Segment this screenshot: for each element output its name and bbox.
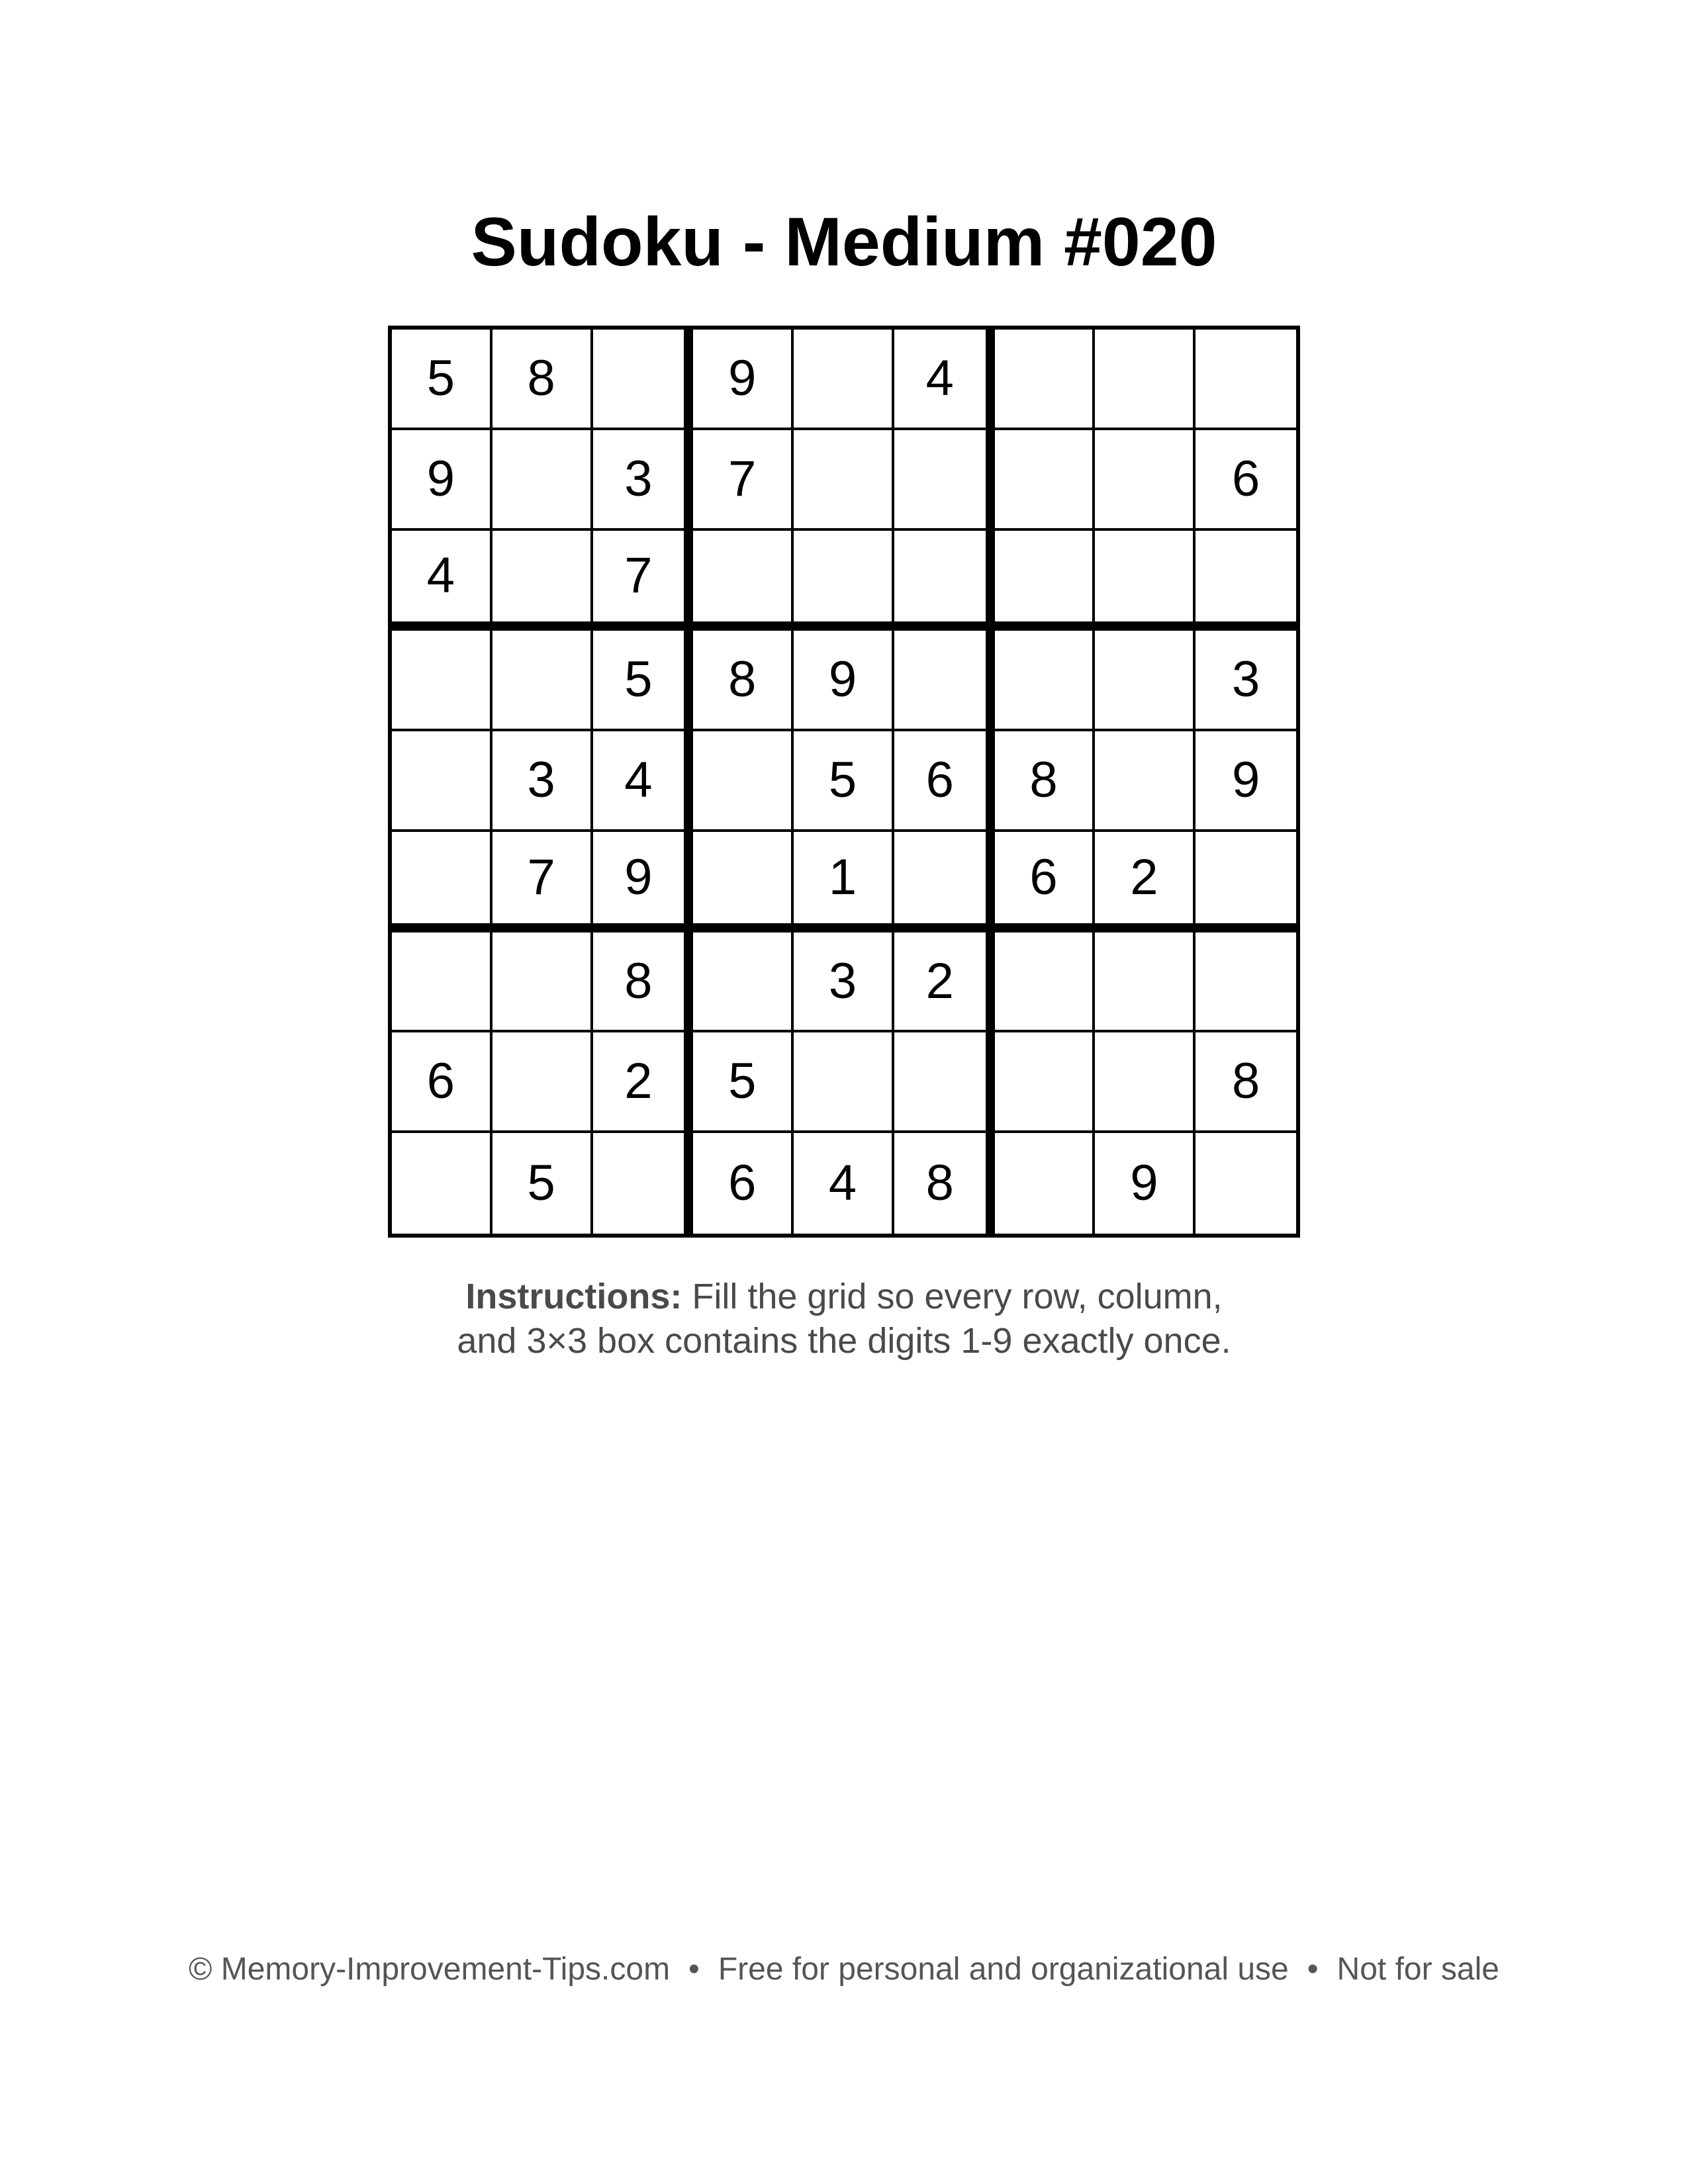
sudoku-cell[interactable] xyxy=(492,430,593,531)
sudoku-cell[interactable] xyxy=(1196,330,1296,430)
sudoku-cell[interactable] xyxy=(492,933,593,1033)
sudoku-cell: 4 xyxy=(794,1133,894,1234)
sudoku-cell: 2 xyxy=(593,1032,694,1133)
sudoku-cell: 7 xyxy=(492,832,593,933)
sudoku-cell[interactable] xyxy=(392,832,492,933)
instructions-line-1 xyxy=(0,1275,1688,1319)
sudoku-cell: 1 xyxy=(794,832,894,933)
sudoku-cell: 9 xyxy=(693,330,794,430)
sudoku-cell[interactable] xyxy=(995,430,1096,531)
sudoku-cell[interactable] xyxy=(392,731,492,832)
sudoku-grid xyxy=(388,326,1300,1238)
sudoku-cell[interactable] xyxy=(1095,430,1196,531)
sudoku-cell: 5 xyxy=(492,1133,593,1234)
sudoku-cell: 3 xyxy=(1196,631,1296,731)
sudoku-cell[interactable] xyxy=(1095,933,1196,1033)
footer-separator: • xyxy=(688,1952,700,1987)
sudoku-cell: 6 xyxy=(392,1032,492,1133)
sudoku-cell: 9 xyxy=(1095,1133,1196,1234)
sudoku-cell: 9 xyxy=(392,430,492,531)
footer xyxy=(0,1950,1688,1989)
instructions-line-2: and 3×3 box contains the digits 1-9 exactly once. xyxy=(457,1321,1231,1361)
sudoku-cell: 9 xyxy=(593,832,694,933)
sudoku-cell[interactable] xyxy=(492,1032,593,1133)
sudoku-cell[interactable] xyxy=(392,631,492,731)
sudoku-cell: 8 xyxy=(693,631,794,731)
sudoku-cell[interactable] xyxy=(794,330,894,430)
sudoku-cell[interactable] xyxy=(1095,1032,1196,1133)
sudoku-cell[interactable] xyxy=(693,531,794,631)
sudoku-cell: 8 xyxy=(492,330,593,430)
sudoku-cell[interactable] xyxy=(794,430,894,531)
sudoku-cell[interactable] xyxy=(1095,330,1196,430)
sudoku-cell[interactable] xyxy=(995,1032,1096,1133)
sudoku-cell: 5 xyxy=(392,330,492,430)
sudoku-cell[interactable] xyxy=(1196,832,1296,933)
sudoku-cell: 7 xyxy=(693,430,794,531)
sudoku-cell: 7 xyxy=(593,531,694,631)
sudoku-cell: 6 xyxy=(894,731,995,832)
sudoku-cell: 8 xyxy=(995,731,1096,832)
sudoku-cell[interactable] xyxy=(1196,531,1296,631)
sudoku-cell[interactable] xyxy=(995,330,1096,430)
sudoku-cell[interactable] xyxy=(894,531,995,631)
sudoku-cell[interactable] xyxy=(894,1032,995,1133)
sudoku-cell[interactable] xyxy=(894,430,995,531)
instructions-text-1: Fill the grid so every row, column, xyxy=(692,1277,1223,1316)
sudoku-cell: 6 xyxy=(1196,430,1296,531)
footer-sale: Not for sale xyxy=(1336,1952,1499,1987)
sudoku-cell[interactable] xyxy=(392,1133,492,1234)
sudoku-cell[interactable] xyxy=(492,531,593,631)
page-title: Sudoku - Medium #020 xyxy=(471,204,1217,281)
sudoku-cell: 9 xyxy=(794,631,894,731)
sudoku-cell[interactable] xyxy=(794,1032,894,1133)
sudoku-cell[interactable] xyxy=(1095,531,1196,631)
sudoku-cell: 8 xyxy=(1196,1032,1296,1133)
sudoku-cell: 4 xyxy=(392,531,492,631)
sudoku-cell[interactable] xyxy=(1196,1133,1296,1234)
sudoku-cell[interactable] xyxy=(894,631,995,731)
sudoku-cell[interactable] xyxy=(995,531,1096,631)
sudoku-cell: 5 xyxy=(794,731,894,832)
sudoku-cell[interactable] xyxy=(1196,933,1296,1033)
sudoku-cell[interactable] xyxy=(593,330,694,430)
sudoku-cell[interactable] xyxy=(392,933,492,1033)
instructions-label: Instructions: xyxy=(465,1277,682,1316)
footer-usage: Free for personal and organizational use xyxy=(718,1952,1289,1987)
sudoku-cell: 4 xyxy=(894,330,995,430)
footer-copyright: © Memory-Improvement-Tips.com xyxy=(189,1952,671,1987)
footer-separator: • xyxy=(1307,1952,1319,1987)
sudoku-cell[interactable] xyxy=(693,933,794,1033)
sudoku-cell: 6 xyxy=(693,1133,794,1234)
sudoku-cell: 4 xyxy=(593,731,694,832)
sudoku-cell[interactable] xyxy=(1095,631,1196,731)
sudoku-cell[interactable] xyxy=(894,832,995,933)
sudoku-cell: 3 xyxy=(794,933,894,1033)
sudoku-cell: 5 xyxy=(593,631,694,731)
sudoku-cell[interactable] xyxy=(593,1133,694,1234)
sudoku-cell[interactable] xyxy=(492,631,593,731)
sudoku-cell[interactable] xyxy=(995,631,1096,731)
instructions xyxy=(0,1275,1688,1363)
sudoku-cell[interactable] xyxy=(995,1133,1096,1234)
sudoku-cell[interactable] xyxy=(693,832,794,933)
sudoku-cell[interactable] xyxy=(794,531,894,631)
sudoku-cell: 2 xyxy=(1095,832,1196,933)
sudoku-cell: 9 xyxy=(1196,731,1296,832)
sudoku-cell[interactable] xyxy=(1095,731,1196,832)
sudoku-cell: 2 xyxy=(894,933,995,1033)
sudoku-cell: 8 xyxy=(894,1133,995,1234)
sudoku-cell: 8 xyxy=(593,933,694,1033)
sudoku-cell[interactable] xyxy=(995,933,1096,1033)
sudoku-cell: 6 xyxy=(995,832,1096,933)
sudoku-cell: 5 xyxy=(693,1032,794,1133)
sudoku-cell: 3 xyxy=(593,430,694,531)
sudoku-cell: 3 xyxy=(492,731,593,832)
sudoku-cell[interactable] xyxy=(693,731,794,832)
